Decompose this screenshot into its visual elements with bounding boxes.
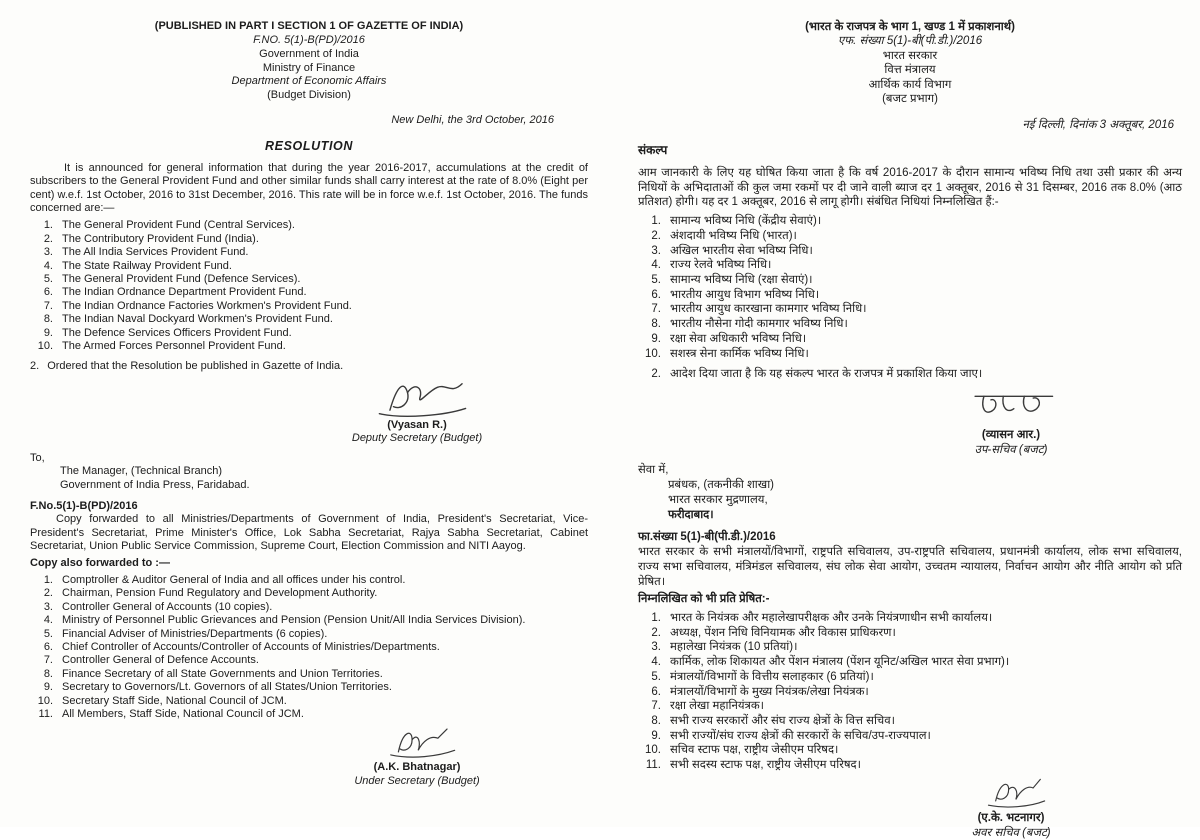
copy-item-number: 5. — [651, 670, 661, 683]
fund-item-number: 7. — [43, 299, 53, 312]
copy-item-text: Controller General of Accounts (10 copies). — [62, 600, 273, 613]
signature-block-vyasan-hi — [896, 384, 1126, 457]
signatory-title-hi-1: उप-सचिव (बजट) — [974, 443, 1048, 456]
copy-item-number: 9. — [43, 681, 53, 694]
fund-item-text: The General Provident Fund (Central Services). — [62, 219, 295, 232]
fund-item — [638, 258, 1182, 273]
fund-item — [638, 244, 1182, 259]
signatory-name-en-2: (A.K. Bhatnagar) — [373, 761, 461, 774]
fund-item-number: 1. — [651, 215, 661, 228]
fund-item-text: अंशदायी भविष्य निधि (भारत)। — [670, 229, 797, 242]
doc-title-hi: संकल्प — [638, 142, 668, 157]
addressee-line-1-hi: प्रबंधक, (तकनीकी शाखा) — [668, 479, 775, 492]
fund-item-number: 7. — [651, 303, 661, 316]
copy-item-text: भारत के नियंत्रक और महालेखापरीक्षक और उनके नियंत्रणाधीन सभी कार्यालय। — [670, 611, 993, 624]
ordered-text-hi: आदेश दिया जाता है कि यह संकल्प भारत के राजपत्र में प्रकाशित किया जाए। — [670, 368, 983, 381]
fund-item-number: 9. — [651, 332, 661, 345]
fund-item — [638, 214, 1182, 229]
signature-bhatnagar — [368, 723, 467, 761]
fund-item — [30, 313, 588, 326]
funds-list-hi — [638, 214, 1182, 361]
fund-item-text: सामान्य भविष्य निधि (केंद्रीय सेवाएं)। — [670, 215, 822, 228]
copy-item-number: 1. — [43, 573, 53, 586]
copy-item-number: 2. — [43, 587, 53, 600]
fund-item-text: The Indian Ordnance Factories Workmen's Provident Fund. — [62, 299, 352, 312]
copy-item-text: मंत्रालयों/विभागों के मुख्य नियंत्रक/लेखा नियंत्रक। — [670, 685, 869, 698]
ordered-clause-hi — [638, 367, 1182, 382]
fund-item — [638, 317, 1182, 332]
copy-item — [30, 641, 588, 654]
fund-item-text: सामान्य भविष्य निधि (रक्षा सेवाएं)। — [670, 274, 813, 287]
fund-item-number: 5. — [43, 273, 53, 286]
fund-item-text: The General Provident Fund (Defence Services). — [62, 273, 301, 286]
copy-forwarded-para-en: Copy forwarded to all Ministries/Departments of Government of India, President's Secretariat, Vice-President's Secretariat, Prime Minister's Office, Lok Sabha Secretariat, Rajya Sabha Secretariat, Cabinet Secretariat, Union Public Service Commission, Supreme Court, Election Commission and NITI Aayog. — [30, 513, 588, 553]
copy-item — [30, 654, 588, 667]
copy-item-number: 4. — [651, 656, 661, 669]
fund-item-text: भारतीय आयुध कारखाना कामगार भविष्य निधि। — [670, 303, 867, 316]
copy-item-text: All Members, Staff Side, National Council of JCM. — [62, 708, 304, 721]
copy-item-text: रक्षा लेखा महानियंत्रक। — [670, 700, 765, 713]
dateline-en: New Delhi, the 3rd October, 2016 — [391, 114, 554, 127]
copy-item-text: Financial Adviser of Ministries/Departments (6 copies). — [62, 627, 328, 640]
reference-number-hi: फा.संख्या 5(1)-बी(पी.डी.)/2016 — [638, 531, 776, 544]
division-line-hi: (बजट प्रभाग) — [882, 93, 938, 106]
copy-item — [638, 611, 1182, 626]
fund-item-text: सशस्त्र सेना कार्मिक भविष्य निधि। — [670, 347, 809, 360]
copy-item — [30, 695, 588, 708]
fund-item — [638, 273, 1182, 288]
copy-item — [638, 699, 1182, 714]
fund-item-number: 1. — [43, 219, 53, 232]
signature-block-bhatnagar-en — [302, 723, 532, 788]
copy-item — [638, 685, 1182, 700]
ordered-number-en: 2. — [30, 359, 40, 372]
copy-item-number: 11. — [38, 708, 53, 721]
copy-item-text: Ministry of Personnel Public Grievances and Pension (Pension Unit/All India Services Division). — [62, 614, 526, 627]
english-column — [30, 20, 588, 788]
fund-item-number: 4. — [651, 259, 661, 272]
copy-list-hi — [638, 611, 1182, 773]
fund-item — [30, 219, 588, 232]
fund-item-text: The Defence Services Officers Provident Fund. — [62, 326, 292, 339]
copy-item-number: 3. — [43, 600, 53, 613]
dept-line-hi: आर्थिक कार्य विभाग — [868, 78, 952, 91]
file-number-hi: एफ. संख्या 5(1)-बी(पी.डी.)/2016 — [837, 35, 983, 48]
fund-item-text: The Armed Forces Personnel Provident Fund. — [62, 340, 286, 353]
copy-item-text: सचिव स्टाफ पक्ष, राष्ट्रीय जेसीएम परिषद। — [670, 744, 839, 757]
fund-item-number: 9. — [43, 326, 53, 339]
fund-item-text: The Indian Naval Dockyard Workmen's Provident Fund. — [62, 313, 333, 326]
signatory-name-hi-1: (व्यासन आर.) — [981, 429, 1041, 442]
copy-item-text: महालेखा नियंत्रक (10 प्रतियां)। — [670, 641, 798, 654]
copy-item — [638, 670, 1182, 685]
signature-vyasan — [360, 375, 474, 419]
copy-item — [638, 640, 1182, 655]
fund-item-number: 3. — [43, 246, 53, 259]
signatory-name-en-1: (Vyasan R.) — [387, 418, 447, 431]
copy-item-number: 6. — [43, 641, 53, 653]
copy-list-en — [30, 574, 588, 721]
fund-item-number: 6. — [651, 288, 661, 301]
addressee-line-2-en: Government of India Press, Faridabad. — [60, 478, 250, 491]
signatory-title-en-1: Deputy Secretary (Budget) — [351, 432, 483, 445]
copy-item-number: 10. — [645, 744, 661, 757]
reference-number-en: F.No.5(1)-B(PD)/2016 — [30, 499, 138, 512]
addressee-line-1-en: The Manager, (Technical Branch) — [60, 465, 223, 478]
addressee-block-hi — [638, 463, 1182, 522]
fund-item — [638, 302, 1182, 317]
fund-item-number: 10. — [37, 340, 53, 353]
fund-item-number: 3. — [651, 244, 661, 257]
resolution-para-en: It is announced for general information that during the year 2016-2017, accumulations at the credit of subscribers to the General Provident Fund and other similar funds shall carry interest at the rate of 8.0% (Eight per cent) w.e.f. 1st October, 2016 to 31st December, 2016. This rate will be in force w.e.f. 1st October, 2016. The funds concerned are:— — [30, 161, 588, 215]
ministry-line-hi: वित्त मंत्रालय — [884, 64, 936, 77]
copy-item-text: Chief Controller of Accounts/Controller of Accounts of Ministries/Departments. — [62, 641, 440, 653]
signature-block-bhatnagar-hi — [896, 775, 1126, 840]
addressee-line-2-hi: भारत सरकार मुद्रणालय, — [668, 493, 768, 506]
copy-item — [638, 729, 1182, 744]
dept-line-en: Department of Economic Affairs — [231, 75, 387, 88]
funds-list-en — [30, 219, 588, 353]
fund-item-number: 2. — [43, 232, 53, 245]
resolution-para-hi: आम जानकारी के लिए यह घोषित किया जाता है कि वर्ष 2016-2017 के दौरान सामान्य भविष्य निधि तथा उसी प्रकार की अन्य निधियों के अभिदाताओं की कुल जमा रकमों पर दी जाने वाली ब्याज दर 1 अक्तूबर, 2016 से 31 दिसम्बर, 2016 तक 8.0% (आठ प्रतिशत) होगी। यह दर 1 अक्तूबर, 2016 से लागू होगी। संबंधित निधियां निम्नलिखित हैं:- — [638, 166, 1182, 209]
ordered-clause-en — [30, 360, 588, 373]
copy-item-number: 7. — [43, 654, 53, 667]
copy-item-number: 11. — [645, 759, 661, 772]
copy-item — [30, 614, 588, 627]
signature-block-vyasan-en — [302, 375, 532, 446]
copy-item — [30, 708, 588, 721]
fund-item — [30, 233, 588, 246]
fund-item — [638, 288, 1182, 303]
copy-item-text: अध्यक्ष, पेंशन निधि विनियामक और विकास प्राधिकरण। — [670, 626, 896, 639]
fund-item — [30, 260, 588, 273]
ordered-text-en: Ordered that the Resolution be published in Gazette of India. — [47, 359, 344, 372]
copy-item-number: 7. — [651, 700, 661, 713]
copy-item-text: Controller General of Defence Accounts. — [62, 654, 259, 667]
copy-also-label-hi: निम्नलिखित को भी प्रति प्रेषित:- — [638, 593, 770, 606]
publish-line-en: (PUBLISHED IN PART I SECTION 1 OF GAZETTE OF INDIA) — [154, 20, 464, 32]
copy-item-text: मंत्रालयों/विभागों के वित्तीय सलाहकार (6 प्रतियां)। — [670, 670, 874, 683]
fund-item — [30, 327, 588, 340]
ministry-line-en: Ministry of Finance — [262, 61, 356, 74]
fund-item-number: 2. — [651, 229, 661, 242]
copy-item — [30, 628, 588, 641]
ordered-number-hi: 2. — [651, 368, 661, 381]
addressee-block-en — [30, 452, 588, 492]
copy-item-text: Chairman, Pension Fund Regulatory and Development Authority. — [62, 587, 378, 600]
copy-item-number: 2. — [651, 626, 661, 639]
copy-item-text: Secretary Staff Side, National Council of JCM. — [62, 694, 287, 707]
fund-item-text: अखिल भारतीय सेवा भविष्य निधि। — [670, 244, 813, 257]
hindi-column — [638, 20, 1182, 840]
fund-item — [30, 340, 588, 353]
fund-item — [30, 300, 588, 313]
fund-item-text: रक्षा सेवा अधिकारी भविष्य निधि। — [670, 332, 807, 345]
signatory-title-hi-2: अवर सचिव (बजट) — [971, 826, 1051, 839]
letterhead-hi — [638, 20, 1182, 107]
fund-item — [30, 246, 588, 259]
copy-item — [30, 587, 588, 600]
fund-item-text: The All India Services Provident Fund. — [62, 246, 249, 259]
copy-item-number: 1. — [651, 611, 661, 624]
fund-item-text: The Contributory Provident Fund (India). — [62, 232, 259, 245]
copy-item — [30, 601, 588, 614]
fund-item — [638, 347, 1182, 362]
copy-item-text: Comptroller & Auditor General of India and all offices under his control. — [62, 573, 406, 586]
copy-item — [638, 714, 1182, 729]
copy-item-text: Secretary to Governors/Lt. Governors of all States/Union Territories. — [62, 681, 392, 694]
copy-item-number: 3. — [651, 641, 661, 654]
copy-also-label-en: Copy also forwarded to :— — [30, 556, 170, 569]
fund-item-text: The State Railway Provident Fund. — [62, 259, 232, 272]
fund-item-text: भारतीय नौसेना गोदी कामगार भविष्य निधि। — [670, 318, 848, 331]
fund-item-text: राज्य रेलवे भविष्य निधि। — [670, 259, 772, 272]
copy-item — [638, 743, 1182, 758]
copy-item — [30, 574, 588, 587]
copy-forwarded-para-hi: भारत सरकार के सभी मंत्रालयों/विभागों, राष्ट्रपति सचिवालय, उप-राष्ट्रपति सचिवालय, प्रधानमंत्री कार्यालय, लोक सभा सचिवालय, राज्य सभा सचिवालय, मंत्रिमंडल सचिवालय, संघ लोक सेवा आयोग, उच्चतम न्यायालय, निर्वाचन आयोग और नीति आयोग को प्रति प्रेषित। — [638, 546, 1182, 588]
copy-item-text: Finance Secretary of all State Governments and Union Territories. — [62, 667, 383, 680]
signature-vyasan-hindi — [954, 384, 1068, 428]
fund-item — [638, 229, 1182, 244]
fund-item — [638, 332, 1182, 347]
copy-item-number: 8. — [43, 667, 53, 680]
publish-line-hi: (भारत के राजपत्र के भाग 1, खण्ड 1 में प्रकाशनार्थ) — [805, 21, 1015, 33]
addressee-line-3-hi: फरीदाबाद। — [668, 508, 714, 521]
letterhead-en — [30, 20, 588, 103]
doc-title-en: RESOLUTION — [265, 138, 353, 153]
copy-item-number: 8. — [651, 714, 661, 727]
dateline-hi: नई दिल्ली, दिनांक 3 अक्तूबर, 2016 — [1022, 118, 1174, 131]
fund-item-number: 6. — [43, 286, 53, 299]
copy-item-text: सभी सदस्य स्टाफ पक्ष, राष्ट्रीय जेसीएम परिषद। — [670, 759, 862, 772]
fund-item-text: भारतीय आयुध विभाग भविष्य निधि। — [670, 288, 820, 301]
copy-item-text: सभी राज्यों/संघ राज्य क्षेत्रों की सरकारों के सचिव/उप-राज्यपाल। — [670, 729, 931, 742]
fund-item-number: 5. — [651, 274, 661, 287]
govt-line-hi: भारत सरकार — [882, 49, 938, 62]
copy-item-text: कार्मिक, लोक शिकायत और पेंशन मंत्रालय (पेंशन यूनिट/अखिल भारत सेवा प्रभाग)। — [670, 656, 1010, 669]
fund-item — [30, 286, 588, 299]
fund-item-number: 8. — [43, 313, 53, 326]
copy-item — [30, 668, 588, 681]
copy-item-number: 6. — [651, 685, 661, 698]
signatory-title-en-2: Under Secretary (Budget) — [354, 774, 480, 787]
copy-item-number: 9. — [651, 729, 661, 742]
copy-item-text: सभी राज्य सरकारों और संघ राज्य क्षेत्रों के वित्त सचिव। — [670, 714, 895, 727]
to-label-en: To, — [30, 451, 45, 464]
copy-item-number: 4. — [43, 614, 53, 627]
govt-line-en: Government of India — [259, 47, 359, 60]
copy-item — [638, 626, 1182, 641]
copy-item-number: 5. — [43, 627, 53, 640]
fund-item-number: 4. — [43, 259, 53, 272]
signature-bhatnagar-hindi — [964, 775, 1058, 811]
copy-item — [638, 655, 1182, 670]
fund-item-number: 10. — [645, 347, 661, 360]
signatory-name-hi-2: (ए.के. भटनागर) — [977, 811, 1045, 824]
copy-item — [30, 681, 588, 694]
fund-item-number: 8. — [651, 318, 661, 331]
fund-item-text: The Indian Ordnance Department Provident Fund. — [62, 286, 307, 299]
fund-item — [30, 273, 588, 286]
division-line-en: (Budget Division) — [267, 89, 351, 102]
copy-item-number: 10. — [37, 694, 53, 707]
to-label-hi: सेवा में, — [638, 464, 669, 477]
file-number-en: F.NO. 5(1)-B(PD)/2016 — [253, 33, 365, 46]
copy-item — [638, 758, 1182, 773]
